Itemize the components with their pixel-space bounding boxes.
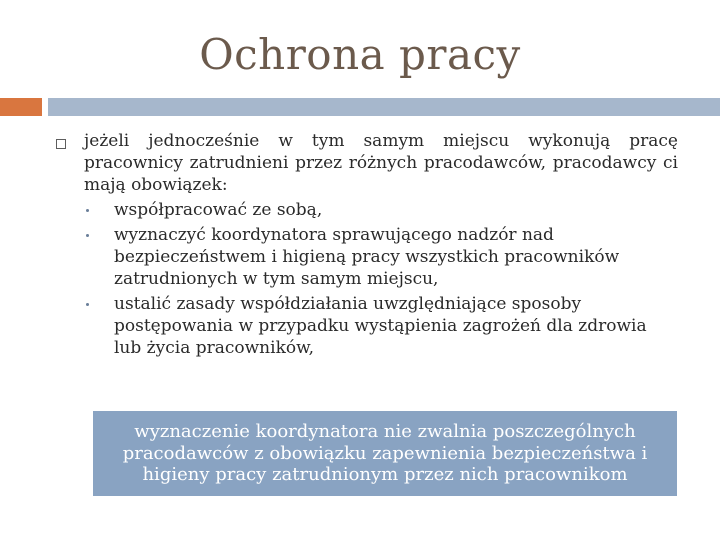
sub-bullet-text: wyznaczyć koordynatora sprawującego nadzór nad bezpieczeństwem i higieną pracy wszystkich pracowników zatrudnionych w tym samym miejscu,: [114, 225, 620, 289]
title-accent-orange-bar: [0, 98, 42, 116]
title-accent-blue-bar: [48, 98, 720, 116]
slide-content: [56, 130, 678, 359]
dot-bullet-icon: [86, 234, 89, 237]
sub-bullet-text: ustalić zasady współdziałania uwzględniające sposoby postępowania w przypadku wystąpienia zagrożeń dla zdrowia lub życia pracowników,: [114, 294, 647, 358]
hollow-square-bullet-icon: [56, 139, 66, 149]
slide-title: Ochrona pracy: [199, 30, 521, 79]
main-bullet-item: [56, 130, 678, 359]
sub-bullet-item: [84, 224, 678, 290]
dot-bullet-icon: [86, 303, 89, 306]
main-bullet-text: jeżeli jednocześnie w tym samym miejscu wykonują pracę pracownicy zatrudnieni przez różnych pracodawców, pracodawcy ci mają obowiązek:: [84, 131, 678, 195]
sub-bullet-item: [84, 199, 678, 221]
sub-bullet-text: współpracować ze sobą,: [114, 200, 323, 220]
dot-bullet-icon: [86, 209, 89, 212]
note-callout-text: wyznaczenie koordynatora nie zwalnia poszczególnych pracodawców z obowiązku zapewnienia bezpieczeństwa i higieny pracy zatrudnionym przez nich pracownikom: [122, 421, 648, 485]
sub-bullet-item: [84, 293, 678, 359]
note-callout-box: [93, 411, 677, 496]
sub-bullet-list: [84, 199, 678, 359]
